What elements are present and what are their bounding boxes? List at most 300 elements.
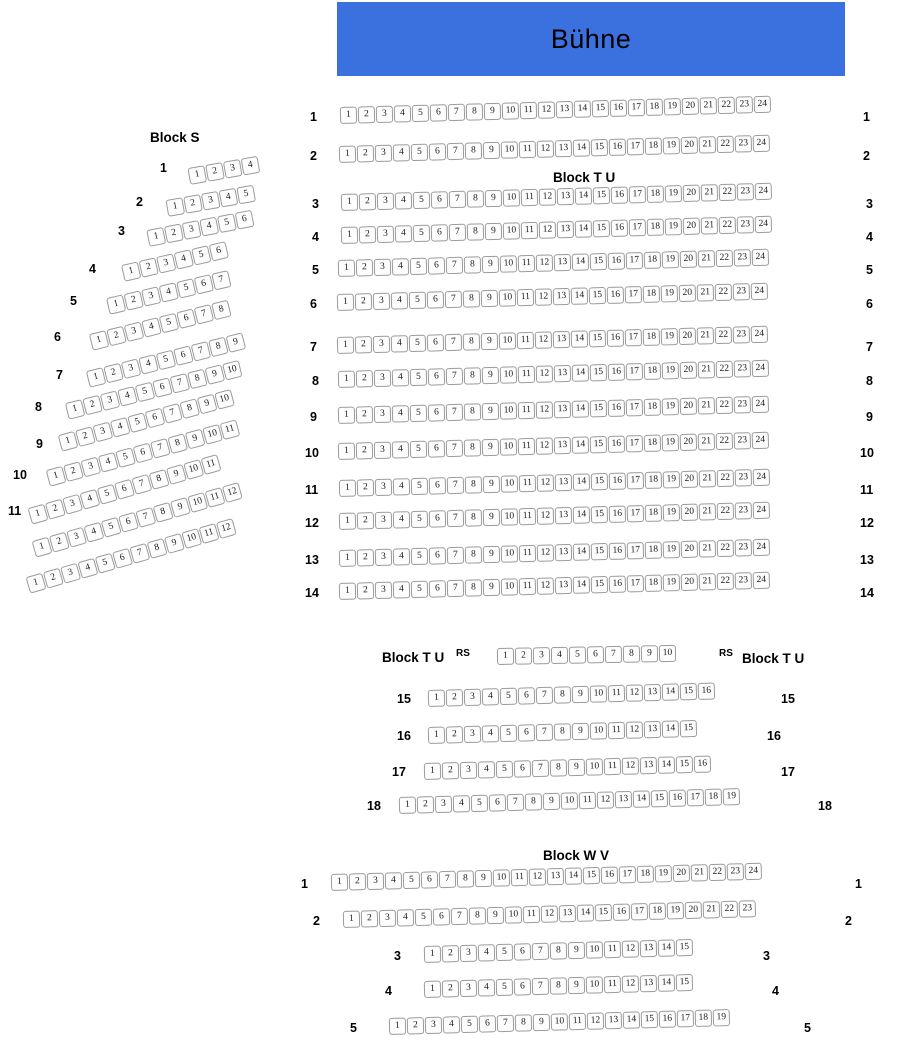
seat[interactable]: 12 xyxy=(216,518,237,539)
seat[interactable]: 5 xyxy=(461,1016,478,1033)
seat[interactable]: 1 xyxy=(339,146,356,163)
seat[interactable]: 6 xyxy=(112,548,133,569)
seat[interactable]: 21 xyxy=(700,97,717,114)
seat[interactable]: 21 xyxy=(703,901,720,918)
seat[interactable]: 12 xyxy=(537,577,554,594)
seat[interactable]: 23 xyxy=(739,900,756,917)
seat[interactable]: 11 xyxy=(604,941,621,958)
seat[interactable]: 21 xyxy=(698,250,715,267)
seat[interactable]: 13 xyxy=(555,474,572,491)
seat[interactable]: 1 xyxy=(187,165,207,185)
seat[interactable]: 12 xyxy=(597,791,614,808)
seat[interactable]: 4 xyxy=(393,581,410,598)
seat[interactable]: 11 xyxy=(519,545,536,562)
seat[interactable]: 4 xyxy=(98,452,119,473)
seat[interactable]: 4 xyxy=(482,725,499,742)
seat[interactable]: 17 xyxy=(627,575,644,592)
seat[interactable]: 15 xyxy=(589,330,606,347)
seat[interactable]: 4 xyxy=(395,192,412,209)
seat[interactable]: 4 xyxy=(219,188,239,208)
seat[interactable]: 19 xyxy=(662,434,679,451)
seat[interactable]: 4 xyxy=(453,795,470,812)
seat[interactable]: 13 xyxy=(553,288,570,305)
seat[interactable]: 2 xyxy=(361,910,378,927)
seat[interactable]: 17 xyxy=(627,472,644,489)
seat[interactable]: 19 xyxy=(663,137,680,154)
seat[interactable]: 6 xyxy=(428,257,445,274)
seat[interactable]: 14 xyxy=(573,576,590,593)
seat[interactable]: 15 xyxy=(593,187,610,204)
seat[interactable]: 22 xyxy=(719,184,736,201)
seat[interactable]: 10 xyxy=(551,1013,568,1030)
seat[interactable]: 18 xyxy=(645,575,662,592)
seat[interactable]: 24 xyxy=(753,469,770,486)
seat[interactable]: 5 xyxy=(413,192,430,209)
seat[interactable]: 4 xyxy=(110,417,131,438)
seat[interactable]: 16 xyxy=(609,542,626,559)
seat[interactable]: 3 xyxy=(62,494,83,515)
seat[interactable]: 13 xyxy=(555,507,572,524)
seat[interactable]: 8 xyxy=(167,433,188,454)
seat[interactable]: 9 xyxy=(483,546,500,563)
seat[interactable]: 6 xyxy=(235,210,255,230)
seat[interactable]: 13 xyxy=(644,684,661,701)
seat[interactable]: 4 xyxy=(199,217,219,237)
seat[interactable]: 24 xyxy=(754,96,771,113)
seat[interactable]: 18 xyxy=(644,252,661,269)
seat[interactable]: 4 xyxy=(394,105,411,122)
seat[interactable]: 5 xyxy=(135,382,156,403)
seat[interactable]: 15 xyxy=(680,720,697,737)
seat[interactable]: 3 xyxy=(376,106,393,123)
seat[interactable]: 13 xyxy=(640,757,657,774)
seat[interactable]: 2 xyxy=(103,363,124,384)
seat[interactable]: 14 xyxy=(572,364,589,381)
seat[interactable]: 14 xyxy=(572,400,589,417)
seat[interactable]: 7 xyxy=(605,646,622,663)
seat[interactable]: 20 xyxy=(681,471,698,488)
seat[interactable]: 2 xyxy=(45,499,66,520)
seat[interactable]: 14 xyxy=(633,790,650,807)
seat[interactable]: 23 xyxy=(733,283,750,300)
seat[interactable]: 5 xyxy=(403,872,420,889)
seat[interactable]: 19 xyxy=(663,471,680,488)
seat[interactable]: 22 xyxy=(716,361,733,378)
seat[interactable]: 11 xyxy=(579,792,596,809)
seat[interactable]: 15 xyxy=(595,904,612,921)
seat[interactable]: 3 xyxy=(201,191,221,211)
seat[interactable]: 11 xyxy=(521,189,538,206)
seat[interactable]: 18 xyxy=(695,1010,712,1027)
seat[interactable]: 8 xyxy=(465,509,482,526)
seat[interactable]: 11 xyxy=(199,523,220,544)
seat[interactable]: 19 xyxy=(661,328,678,345)
seat[interactable]: 6 xyxy=(152,377,173,398)
seat[interactable]: 3 xyxy=(464,726,481,743)
seat[interactable]: 3 xyxy=(80,457,101,478)
seat[interactable]: 4 xyxy=(482,688,499,705)
seat[interactable]: 16 xyxy=(611,219,628,236)
seat[interactable]: 10 xyxy=(501,545,518,562)
seat[interactable]: 18 xyxy=(643,286,660,303)
seat[interactable]: 11 xyxy=(608,685,625,702)
seat[interactable]: 10 xyxy=(187,492,208,513)
seat[interactable]: 4 xyxy=(392,405,409,422)
seat[interactable]: 18 xyxy=(649,903,666,920)
seat[interactable]: 10 xyxy=(586,941,603,958)
seat[interactable]: 5 xyxy=(176,278,196,298)
seat[interactable]: 15 xyxy=(589,287,606,304)
seat[interactable]: 2 xyxy=(183,194,203,214)
seat[interactable]: 7 xyxy=(449,191,466,208)
seat[interactable]: 14 xyxy=(575,220,592,237)
seat[interactable]: 17 xyxy=(619,866,636,883)
seat[interactable]: 21 xyxy=(699,540,716,557)
seat[interactable]: 6 xyxy=(114,479,135,500)
seat[interactable]: 16 xyxy=(608,435,625,452)
seat[interactable]: 5 xyxy=(415,909,432,926)
seat[interactable]: 19 xyxy=(667,902,684,919)
seat[interactable]: 22 xyxy=(709,864,726,881)
seat[interactable]: 22 xyxy=(715,327,732,344)
seat[interactable]: 16 xyxy=(608,399,625,416)
seat[interactable]: 9 xyxy=(482,367,499,384)
seat[interactable]: 9 xyxy=(572,686,589,703)
seat[interactable]: 1 xyxy=(58,431,79,452)
seat[interactable]: 2 xyxy=(356,442,373,459)
seat[interactable]: 8 xyxy=(208,337,229,358)
seat[interactable]: 14 xyxy=(565,867,582,884)
seat[interactable]: 11 xyxy=(604,758,621,775)
seat[interactable]: 9 xyxy=(543,793,560,810)
seat[interactable]: 10 xyxy=(590,685,607,702)
seat[interactable]: 19 xyxy=(663,541,680,558)
seat[interactable]: 7 xyxy=(162,403,183,424)
seat[interactable]: 15 xyxy=(583,867,600,884)
seat[interactable]: 4 xyxy=(393,548,410,565)
seat[interactable]: 9 xyxy=(166,464,187,485)
seat[interactable]: 5 xyxy=(411,144,428,161)
seat[interactable]: 11 xyxy=(517,332,534,349)
seat[interactable]: 5 xyxy=(410,369,427,386)
seat[interactable]: 2 xyxy=(446,689,463,706)
seat[interactable]: 2 xyxy=(357,145,374,162)
seat[interactable]: 24 xyxy=(752,432,769,449)
seat[interactable]: 19 xyxy=(723,788,740,805)
seat[interactable]: 2 xyxy=(442,980,459,997)
seat[interactable]: 10 xyxy=(501,475,518,492)
seat[interactable]: 6 xyxy=(427,291,444,308)
seat[interactable]: 12 xyxy=(222,482,243,503)
seat[interactable]: 23 xyxy=(735,469,752,486)
seat[interactable]: 1 xyxy=(341,227,358,244)
seat[interactable]: 11 xyxy=(201,454,222,475)
seat[interactable]: 17 xyxy=(677,1010,694,1027)
seat[interactable]: 16 xyxy=(609,138,626,155)
seat[interactable]: 18 xyxy=(645,505,662,522)
seat[interactable]: 4 xyxy=(79,489,100,510)
seat[interactable]: 3 xyxy=(374,370,391,387)
seat[interactable]: 22 xyxy=(716,250,733,267)
seat[interactable]: 13 xyxy=(557,188,574,205)
seat[interactable]: 12 xyxy=(536,365,553,382)
seat[interactable]: 8 xyxy=(463,290,480,307)
seat[interactable]: 9 xyxy=(483,142,500,159)
seat[interactable]: 2 xyxy=(355,293,372,310)
seat[interactable]: 13 xyxy=(605,1012,622,1029)
seat[interactable]: 24 xyxy=(745,863,762,880)
seat[interactable]: 14 xyxy=(573,473,590,490)
seat[interactable]: 6 xyxy=(479,1015,496,1032)
seat[interactable]: 3 xyxy=(223,159,243,179)
seat[interactable]: 20 xyxy=(680,434,697,451)
seat[interactable]: 21 xyxy=(691,864,708,881)
seat[interactable]: 2 xyxy=(124,290,144,310)
seat[interactable]: 2 xyxy=(359,193,376,210)
seat[interactable]: 10 xyxy=(222,360,243,381)
seat[interactable]: 10 xyxy=(500,255,517,272)
seat[interactable]: 23 xyxy=(737,183,754,200)
seat[interactable]: 8 xyxy=(153,502,174,523)
seat[interactable]: 15 xyxy=(651,790,668,807)
seat[interactable]: 24 xyxy=(753,502,770,519)
seat[interactable]: 6 xyxy=(428,440,445,457)
seat[interactable]: 1 xyxy=(338,371,355,388)
seat[interactable]: 13 xyxy=(615,791,632,808)
seat[interactable]: 1 xyxy=(338,407,355,424)
seat[interactable]: 5 xyxy=(409,292,426,309)
seat[interactable]: 7 xyxy=(447,477,464,494)
seat[interactable]: 16 xyxy=(611,186,628,203)
seat[interactable]: 13 xyxy=(644,721,661,738)
seat[interactable]: 1 xyxy=(339,480,356,497)
seat[interactable]: 12 xyxy=(537,507,554,524)
seat[interactable]: 19 xyxy=(663,574,680,591)
seat[interactable]: 13 xyxy=(554,437,571,454)
seat[interactable]: 11 xyxy=(220,419,241,440)
seat[interactable]: 5 xyxy=(411,548,428,565)
seat[interactable]: 10 xyxy=(505,906,522,923)
seat[interactable]: 18 xyxy=(647,219,664,236)
seat[interactable]: 13 xyxy=(554,401,571,418)
seat[interactable]: 10 xyxy=(493,869,510,886)
seat[interactable]: 17 xyxy=(626,399,643,416)
seat[interactable]: 12 xyxy=(539,188,556,205)
seat[interactable]: 3 xyxy=(460,945,477,962)
seat[interactable]: 1 xyxy=(341,194,358,211)
seat[interactable]: 15 xyxy=(641,1011,658,1028)
seat[interactable]: 6 xyxy=(209,241,229,261)
seat[interactable]: 5 xyxy=(156,350,177,371)
seat[interactable]: 15 xyxy=(591,576,608,593)
seat[interactable]: 10 xyxy=(499,289,516,306)
seat[interactable]: 7 xyxy=(446,404,463,421)
seat[interactable]: 12 xyxy=(622,757,639,774)
seat[interactable]: 13 xyxy=(555,544,572,561)
seat[interactable]: 2 xyxy=(417,796,434,813)
seat[interactable]: 6 xyxy=(514,760,531,777)
seat[interactable]: 23 xyxy=(735,502,752,519)
seat[interactable]: 17 xyxy=(626,435,643,452)
seat[interactable]: 21 xyxy=(699,136,716,153)
seat[interactable]: 17 xyxy=(629,219,646,236)
seat[interactable]: 24 xyxy=(752,249,769,266)
seat[interactable]: 1 xyxy=(340,107,357,124)
seat[interactable]: 4 xyxy=(83,522,104,543)
seat[interactable]: 8 xyxy=(465,546,482,563)
seat[interactable]: 8 xyxy=(466,103,483,120)
seat[interactable]: 9 xyxy=(164,533,185,554)
seat[interactable]: 18 xyxy=(644,363,661,380)
seat[interactable]: 5 xyxy=(236,185,256,205)
seat[interactable]: 12 xyxy=(626,684,643,701)
seat[interactable]: 12 xyxy=(622,940,639,957)
seat[interactable]: 12 xyxy=(537,140,554,157)
seat[interactable]: 11 xyxy=(518,366,535,383)
seat[interactable]: 15 xyxy=(590,400,607,417)
seat[interactable]: 7 xyxy=(439,871,456,888)
seat[interactable]: 16 xyxy=(669,789,686,806)
seat[interactable]: 12 xyxy=(536,254,553,271)
seat[interactable]: 1 xyxy=(338,260,355,277)
seat[interactable]: 7 xyxy=(131,474,152,495)
seat[interactable]: 3 xyxy=(100,390,121,411)
seat[interactable]: 14 xyxy=(573,506,590,523)
seat[interactable]: 20 xyxy=(683,218,700,235)
seat[interactable]: 8 xyxy=(550,759,567,776)
seat[interactable]: 6 xyxy=(514,978,531,995)
seat[interactable]: 10 xyxy=(659,645,676,662)
seat[interactable]: 7 xyxy=(445,334,462,351)
seat[interactable]: 9 xyxy=(485,223,502,240)
seat[interactable]: 3 xyxy=(141,286,161,306)
seat[interactable]: 19 xyxy=(713,1009,730,1026)
seat[interactable]: 8 xyxy=(465,142,482,159)
seat[interactable]: 11 xyxy=(521,222,538,239)
seat[interactable]: 19 xyxy=(661,285,678,302)
seat[interactable]: 11 xyxy=(519,141,536,158)
seat[interactable]: 15 xyxy=(592,100,609,117)
seat[interactable]: 4 xyxy=(392,441,409,458)
seat[interactable]: 16 xyxy=(610,99,627,116)
seat[interactable]: 11 xyxy=(518,255,535,272)
seat[interactable]: 4 xyxy=(77,558,98,579)
seat[interactable]: 9 xyxy=(475,870,492,887)
seat[interactable]: 7 xyxy=(211,270,231,290)
seat[interactable]: 22 xyxy=(718,97,735,114)
seat[interactable]: 17 xyxy=(625,329,642,346)
seat[interactable]: 19 xyxy=(662,398,679,415)
seat[interactable]: 18 xyxy=(645,472,662,489)
seat[interactable]: 2 xyxy=(357,512,374,529)
seat[interactable]: 13 xyxy=(554,365,571,382)
seat[interactable]: 4 xyxy=(551,647,568,664)
seat[interactable]: 5 xyxy=(101,517,122,538)
seat[interactable]: 7 xyxy=(451,908,468,925)
seat[interactable]: 16 xyxy=(607,286,624,303)
seat[interactable]: 3 xyxy=(435,796,452,813)
seat[interactable]: 16 xyxy=(608,363,625,380)
seat[interactable]: 5 xyxy=(127,412,148,433)
seat[interactable]: 1 xyxy=(389,1018,406,1035)
seat[interactable]: 22 xyxy=(721,901,738,918)
seat[interactable]: 2 xyxy=(446,726,463,743)
seat[interactable]: 9 xyxy=(533,1014,550,1031)
seat[interactable]: 6 xyxy=(429,143,446,160)
seat[interactable]: 3 xyxy=(373,336,390,353)
seat[interactable]: 16 xyxy=(698,682,715,699)
seat[interactable]: 23 xyxy=(734,396,751,413)
seat[interactable]: 8 xyxy=(463,333,480,350)
seat[interactable]: 2 xyxy=(515,647,532,664)
seat[interactable]: 12 xyxy=(538,101,555,118)
seat[interactable]: 15 xyxy=(593,220,610,237)
seat[interactable]: 14 xyxy=(573,139,590,156)
seat[interactable]: 10 xyxy=(500,438,517,455)
seat[interactable]: 3 xyxy=(182,220,202,240)
seat[interactable]: 4 xyxy=(443,1016,460,1033)
seat[interactable]: 8 xyxy=(623,646,640,663)
seat[interactable]: 8 xyxy=(467,223,484,240)
seat[interactable]: 20 xyxy=(681,504,698,521)
seat[interactable]: 18 xyxy=(637,866,654,883)
seat[interactable]: 16 xyxy=(608,252,625,269)
seat[interactable]: 4 xyxy=(141,317,162,338)
seat[interactable]: 15 xyxy=(676,939,693,956)
seat[interactable]: 14 xyxy=(574,100,591,117)
seat[interactable]: 10 xyxy=(500,402,517,419)
seat[interactable]: 3 xyxy=(460,980,477,997)
seat[interactable]: 9 xyxy=(484,103,501,120)
seat[interactable]: 12 xyxy=(529,868,546,885)
seat[interactable]: 11 xyxy=(604,976,621,993)
seat[interactable]: 3 xyxy=(375,479,392,496)
seat[interactable]: 2 xyxy=(49,532,70,553)
seat[interactable]: 11 xyxy=(519,475,536,492)
seat[interactable]: 6 xyxy=(133,443,154,464)
seat[interactable]: 20 xyxy=(673,865,690,882)
seat[interactable]: 18 xyxy=(705,789,722,806)
seat[interactable]: 3 xyxy=(377,226,394,243)
seat[interactable]: 14 xyxy=(571,330,588,347)
seat[interactable]: 9 xyxy=(482,403,499,420)
seat[interactable]: 18 xyxy=(645,542,662,559)
seat[interactable]: 8 xyxy=(187,369,208,390)
seat[interactable]: 6 xyxy=(429,547,446,564)
seat[interactable]: 15 xyxy=(591,473,608,490)
seat[interactable]: 23 xyxy=(736,96,753,113)
seat[interactable]: 20 xyxy=(681,574,698,591)
seat[interactable]: 24 xyxy=(751,283,768,300)
seat[interactable]: 2 xyxy=(82,395,103,416)
seat[interactable]: 19 xyxy=(665,218,682,235)
seat[interactable]: 24 xyxy=(753,572,770,589)
seat[interactable]: 5 xyxy=(500,688,517,705)
seat[interactable]: 1 xyxy=(165,197,185,217)
seat[interactable]: 1 xyxy=(337,294,354,311)
seat[interactable]: 14 xyxy=(662,720,679,737)
seat[interactable]: 21 xyxy=(699,573,716,590)
seat[interactable]: 4 xyxy=(174,249,194,269)
seat[interactable]: 9 xyxy=(197,394,218,415)
seat[interactable]: 1 xyxy=(32,537,53,558)
seat[interactable]: 4 xyxy=(392,258,409,275)
seat[interactable]: 15 xyxy=(680,683,697,700)
seat[interactable]: 6 xyxy=(173,345,194,366)
seat[interactable]: 20 xyxy=(683,185,700,202)
seat[interactable]: 21 xyxy=(698,361,715,378)
seat[interactable]: 3 xyxy=(379,910,396,927)
